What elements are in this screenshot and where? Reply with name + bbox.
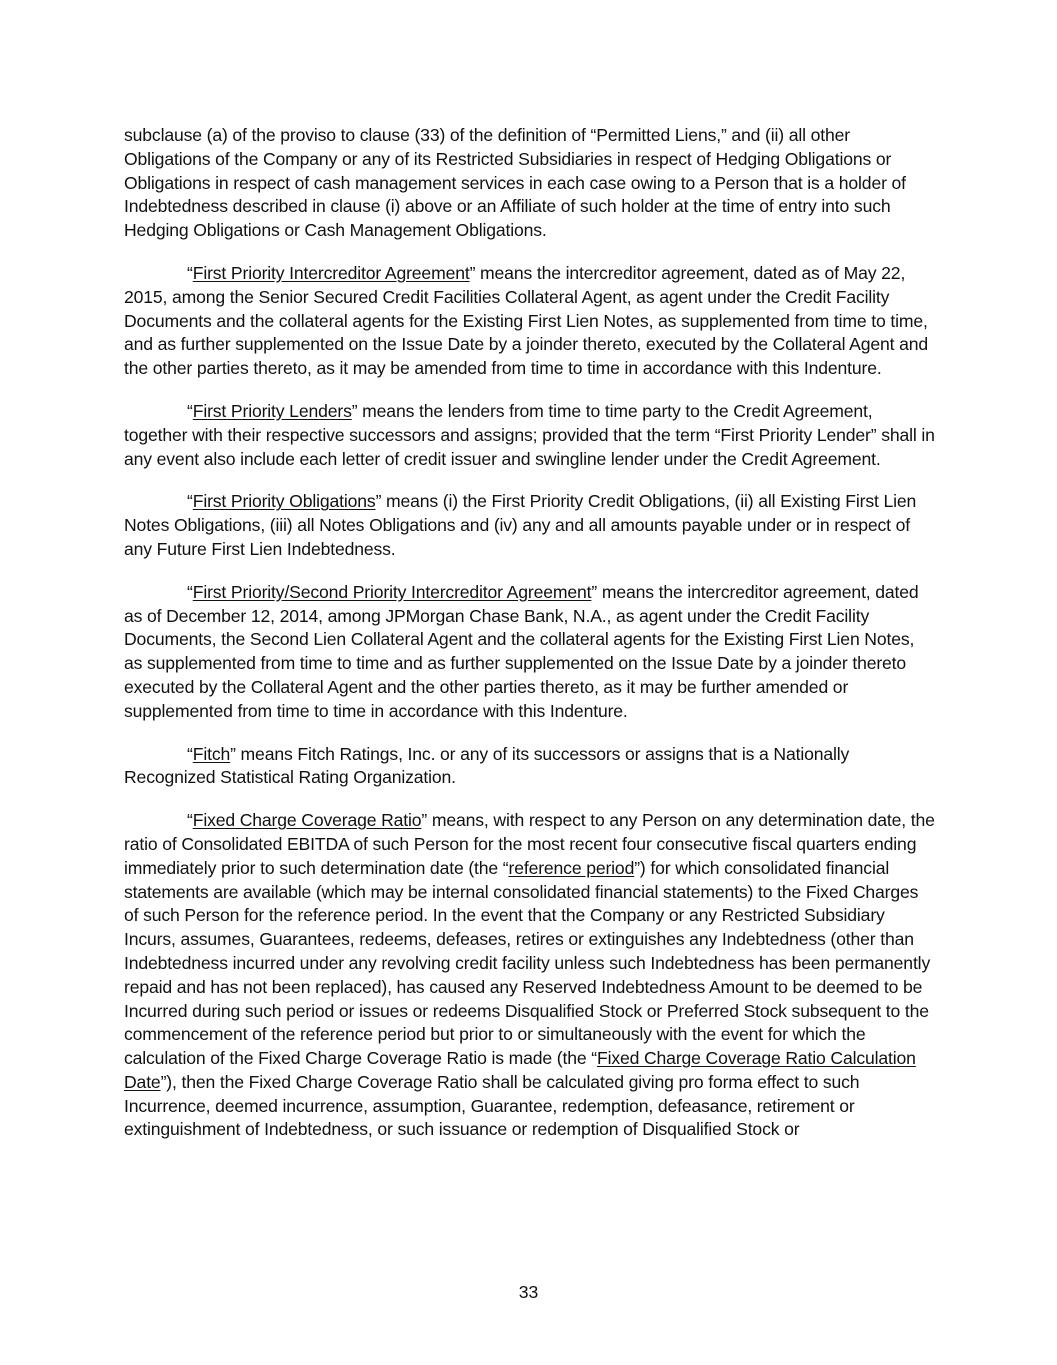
paragraph [124, 743, 936, 791]
defined-term: Fixed Charge Coverage Ratio Calculation Date [124, 1048, 916, 1092]
paragraph-text: “ [187, 581, 193, 602]
paragraph-text: “ [187, 743, 193, 764]
defined-term: First Priority Intercreditor Agreement [192, 262, 470, 283]
defined-term: reference period [508, 857, 635, 878]
paragraph-text: “ [187, 810, 193, 831]
paragraph-text: ”) for which consolidated financial statements are available (which may be internal consolidated financial statements) to the Fixed Charges of such Person for the reference period. In the event that the Company or any Restricted Subsidiary Incurs, assumes, Guarantees, redeems, defeases, retires or extinguishes any Indebtedness (other than Indebtedness incurred under any revolving credit facility unless such Indebtedness has been permanently repaid and has not been replaced), has caused any Reserved Indebtedness Amount to be deemed to be Incurred during such period or issues or redeems Disqualified Stock or Preferred Stock subsequent to the commencement of the reference period but prior to or simultaneously with the event for which the calculation of the Fixed Charge Coverage Ratio is made (the “ [124, 857, 931, 1069]
paragraph-text: ” means the intercreditor agreement, dated as of December 12, 2014, among JPMorgan Chase Bank, N.A., as agent under the Credit Facility Documents, the Second Lien Collateral Agent and the collateral agents for the Existing First Lien Notes, as supplemented from time to time and as further supplemented on the Issue Date by a joinder thereto executed by the Collateral Agent and the other parties thereto, as it may be further amended or supplemented from time to time in accordance with this Indenture. [124, 581, 919, 721]
defined-term: First Priority/Second Priority Intercreditor Agreement [192, 581, 592, 602]
page-number: 33 [518, 1282, 539, 1302]
paragraph [124, 490, 936, 561]
defined-term: Fixed Charge Coverage Ratio [192, 810, 422, 831]
paragraph-text: “ [187, 491, 193, 512]
paragraph [124, 262, 936, 381]
paragraph-text: subclause (a) of the proviso to clause (33) of the definition of “Permitted Liens,” and (ii) all other Obligations of the Company or any of its Restricted Subsidiaries in respect of Hedging Obligations or Obligations in respect of cash management services in each case owing to a Person that is a holder of Indebtedness described in clause (i) above or an Affiliate of such holder at the time of entry into such Hedging Obligations or Cash Management Obligations. [124, 125, 906, 241]
paragraph-text: ” means the intercreditor agreement, dated as of May 22, 2015, among the Senior Secured Credit Facilities Collateral Agent, as agent under the Credit Facility Documents and the collateral agents for the Existing First Lien Notes, as supplemented from time to time, and as further supplemented on the Issue Date by a joinder thereto, executed by the Collateral Agent and the other parties thereto, as it may be amended from time to time in accordance with this Indenture. [124, 262, 929, 379]
paragraph [124, 581, 936, 724]
paragraph [124, 809, 936, 1142]
paragraph-text: ” means, with respect to any Person on any determination date, the ratio of Consolidated EBITDA of such Person for the most recent four consecutive fiscal quarters ending immediately prior to such determination date (the “ [124, 810, 935, 878]
paragraph-text: ” means the lenders from time to time party to the Credit Agreement, together with their respective successors and assigns; provided that the term “First Priority Lender” shall in any event also include each letter of credit issuer and swingline lender under the Credit Agreement. [124, 400, 935, 469]
paragraph-text: “ [187, 400, 193, 421]
paragraph [124, 400, 936, 471]
paragraph-text: “ [187, 262, 193, 283]
defined-term: First Priority Obligations [192, 491, 376, 512]
document-body [124, 124, 936, 1161]
defined-term: Fitch [192, 743, 231, 764]
defined-term: First Priority Lenders [192, 400, 352, 421]
paragraph-text: ”), then the Fixed Charge Coverage Ratio shall be calculated giving pro forma effect to such Incurrence, deemed incurrence, assumption, Guarantee, redemption, defeasance, retirement or extinguishment of Indebtedness, or such issuance or redemption of Disqualified Stock or [124, 1071, 860, 1140]
paragraph-text: ” means Fitch Ratings, Inc. or any of its successors or assigns that is a Nationally Recognized Statistical Rating Organization. [124, 743, 850, 788]
paragraph-text: ” means (i) the First Priority Credit Obligations, (ii) all Existing First Lien Notes Obligations, (iii) all Notes Obligations and (iv) any and all amounts payable under or in respect of any Future First Lien Indebtedness. [124, 491, 917, 559]
paragraph [124, 124, 936, 243]
